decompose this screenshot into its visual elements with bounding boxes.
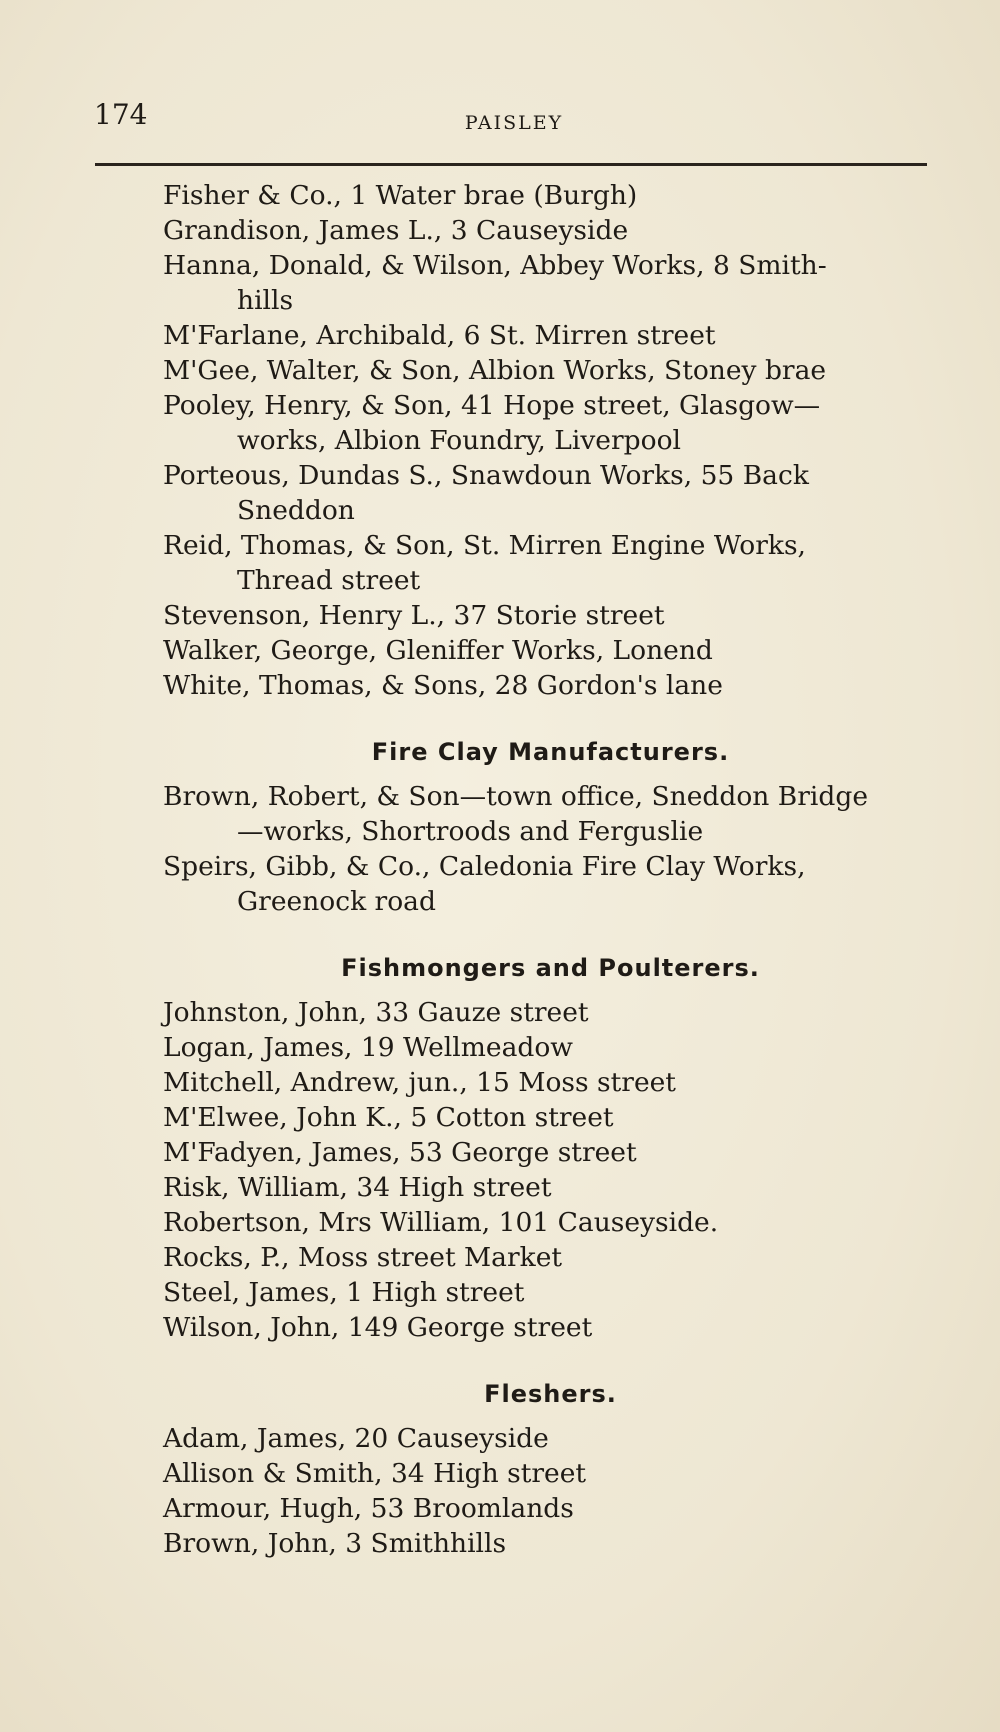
entry-line: Wilson, John, 149 George street	[163, 1312, 593, 1343]
directory-entry	[163, 1240, 938, 1275]
directory-entry	[163, 528, 938, 598]
directory-entry	[163, 353, 938, 388]
directory-entry	[163, 1205, 938, 1240]
directory-entry	[163, 248, 938, 318]
directory-entry	[163, 1275, 938, 1310]
entry-line: Robertson, Mrs William, 101 Causeyside.	[163, 1207, 719, 1238]
entry-line: Fisher & Co., 1 Water brae (Burgh)	[163, 180, 638, 211]
directory-section	[163, 1377, 938, 1561]
directory-entry	[163, 1526, 938, 1561]
entry-line: M'Elwee, John K., 5 Cotton street	[163, 1102, 614, 1133]
directory-entry	[163, 668, 938, 703]
directory-entry	[163, 633, 938, 668]
directory-entry	[163, 1170, 938, 1205]
entry-continuation: Sneddon	[237, 495, 355, 526]
entry-line: Mitchell, Andrew, jun., 15 Moss street	[163, 1067, 676, 1098]
entry-line: Speirs, Gibb, & Co., Caledonia Fire Clay Works,	[163, 851, 806, 882]
entry-line: White, Thomas, & Sons, 28 Gordon's lane	[163, 670, 723, 701]
entry-line: M'Fadyen, James, 53 George street	[163, 1137, 637, 1168]
directory-entry	[163, 1100, 938, 1135]
directory-entry	[163, 995, 938, 1030]
entry-line: Grandison, James L., 3 Causeyside	[163, 215, 629, 246]
entry-line: Brown, John, 3 Smithhills	[163, 1528, 507, 1559]
entry-line: Johnston, John, 33 Gauze street	[163, 997, 589, 1028]
entry-line: Porteous, Dundas S., Snawdoun Works, 55 Back	[163, 460, 809, 491]
directory-entry	[163, 1135, 938, 1170]
directory-entry	[163, 1030, 938, 1065]
entry-line: M'Gee, Walter, & Son, Albion Works, Stoney brae	[163, 355, 827, 386]
entry-line: Steel, James, 1 High street	[163, 1277, 525, 1308]
entry-line: Risk, William, 34 High street	[163, 1172, 552, 1203]
directory-entry	[163, 779, 938, 849]
running-head: PAISLEY	[464, 112, 564, 134]
entry-continuation: works, Albion Foundry, Liverpool	[237, 425, 682, 456]
directory-entry	[163, 1456, 938, 1491]
directory-entry	[163, 598, 938, 633]
entry-line: M'Farlane, Archibald, 6 St. Mirren street	[163, 320, 716, 351]
entry-continuation: hills	[237, 285, 294, 316]
section-heading: Fleshers.	[484, 1380, 617, 1408]
directory-section	[163, 951, 938, 1345]
directory-entry	[163, 213, 938, 248]
directory-entry	[163, 178, 938, 213]
entry-line: Hanna, Donald, & Wilson, Abbey Works, 8 Smith-	[163, 250, 827, 281]
page-header	[94, 98, 934, 138]
entry-line: Walker, George, Gleniffer Works, Lonend	[163, 635, 713, 666]
directory-entry	[163, 1310, 938, 1345]
directory-entry	[163, 388, 938, 458]
directory-entry	[163, 458, 938, 528]
entry-line: Allison & Smith, 34 High street	[163, 1458, 587, 1489]
entry-line: Armour, Hugh, 53 Broomlands	[163, 1493, 574, 1524]
entry-continuation: Greenock road	[237, 886, 436, 917]
entry-line: Stevenson, Henry L., 37 Storie street	[163, 600, 665, 631]
entry-continuation: Thread street	[237, 565, 421, 596]
directory-entry	[163, 1065, 938, 1100]
entry-line: Adam, James, 20 Causeyside	[163, 1423, 549, 1454]
entry-line: Pooley, Henry, & Son, 41 Hope street, Glasgow—	[163, 390, 821, 421]
section-heading: Fishmongers and Poulterers.	[341, 954, 760, 982]
entry-line: Brown, Robert, & Son—town office, Sneddon Bridge	[163, 781, 869, 812]
entry-line: Logan, James, 19 Wellmeadow	[163, 1032, 573, 1063]
header-rule	[95, 163, 927, 166]
section-heading: Fire Clay Manufacturers.	[371, 738, 730, 766]
directory-section	[163, 178, 938, 703]
directory-listing	[163, 178, 938, 1561]
entry-continuation: —works, Shortroods and Ferguslie	[237, 816, 704, 847]
page-number: 174	[94, 98, 148, 131]
directory-section	[163, 735, 938, 919]
directory-entry	[163, 1491, 938, 1526]
directory-entry	[163, 318, 938, 353]
entry-line: Reid, Thomas, & Son, St. Mirren Engine Works,	[163, 530, 806, 561]
entry-line: Rocks, P., Moss street Market	[163, 1242, 563, 1273]
directory-entry	[163, 1421, 938, 1456]
directory-entry	[163, 849, 938, 919]
